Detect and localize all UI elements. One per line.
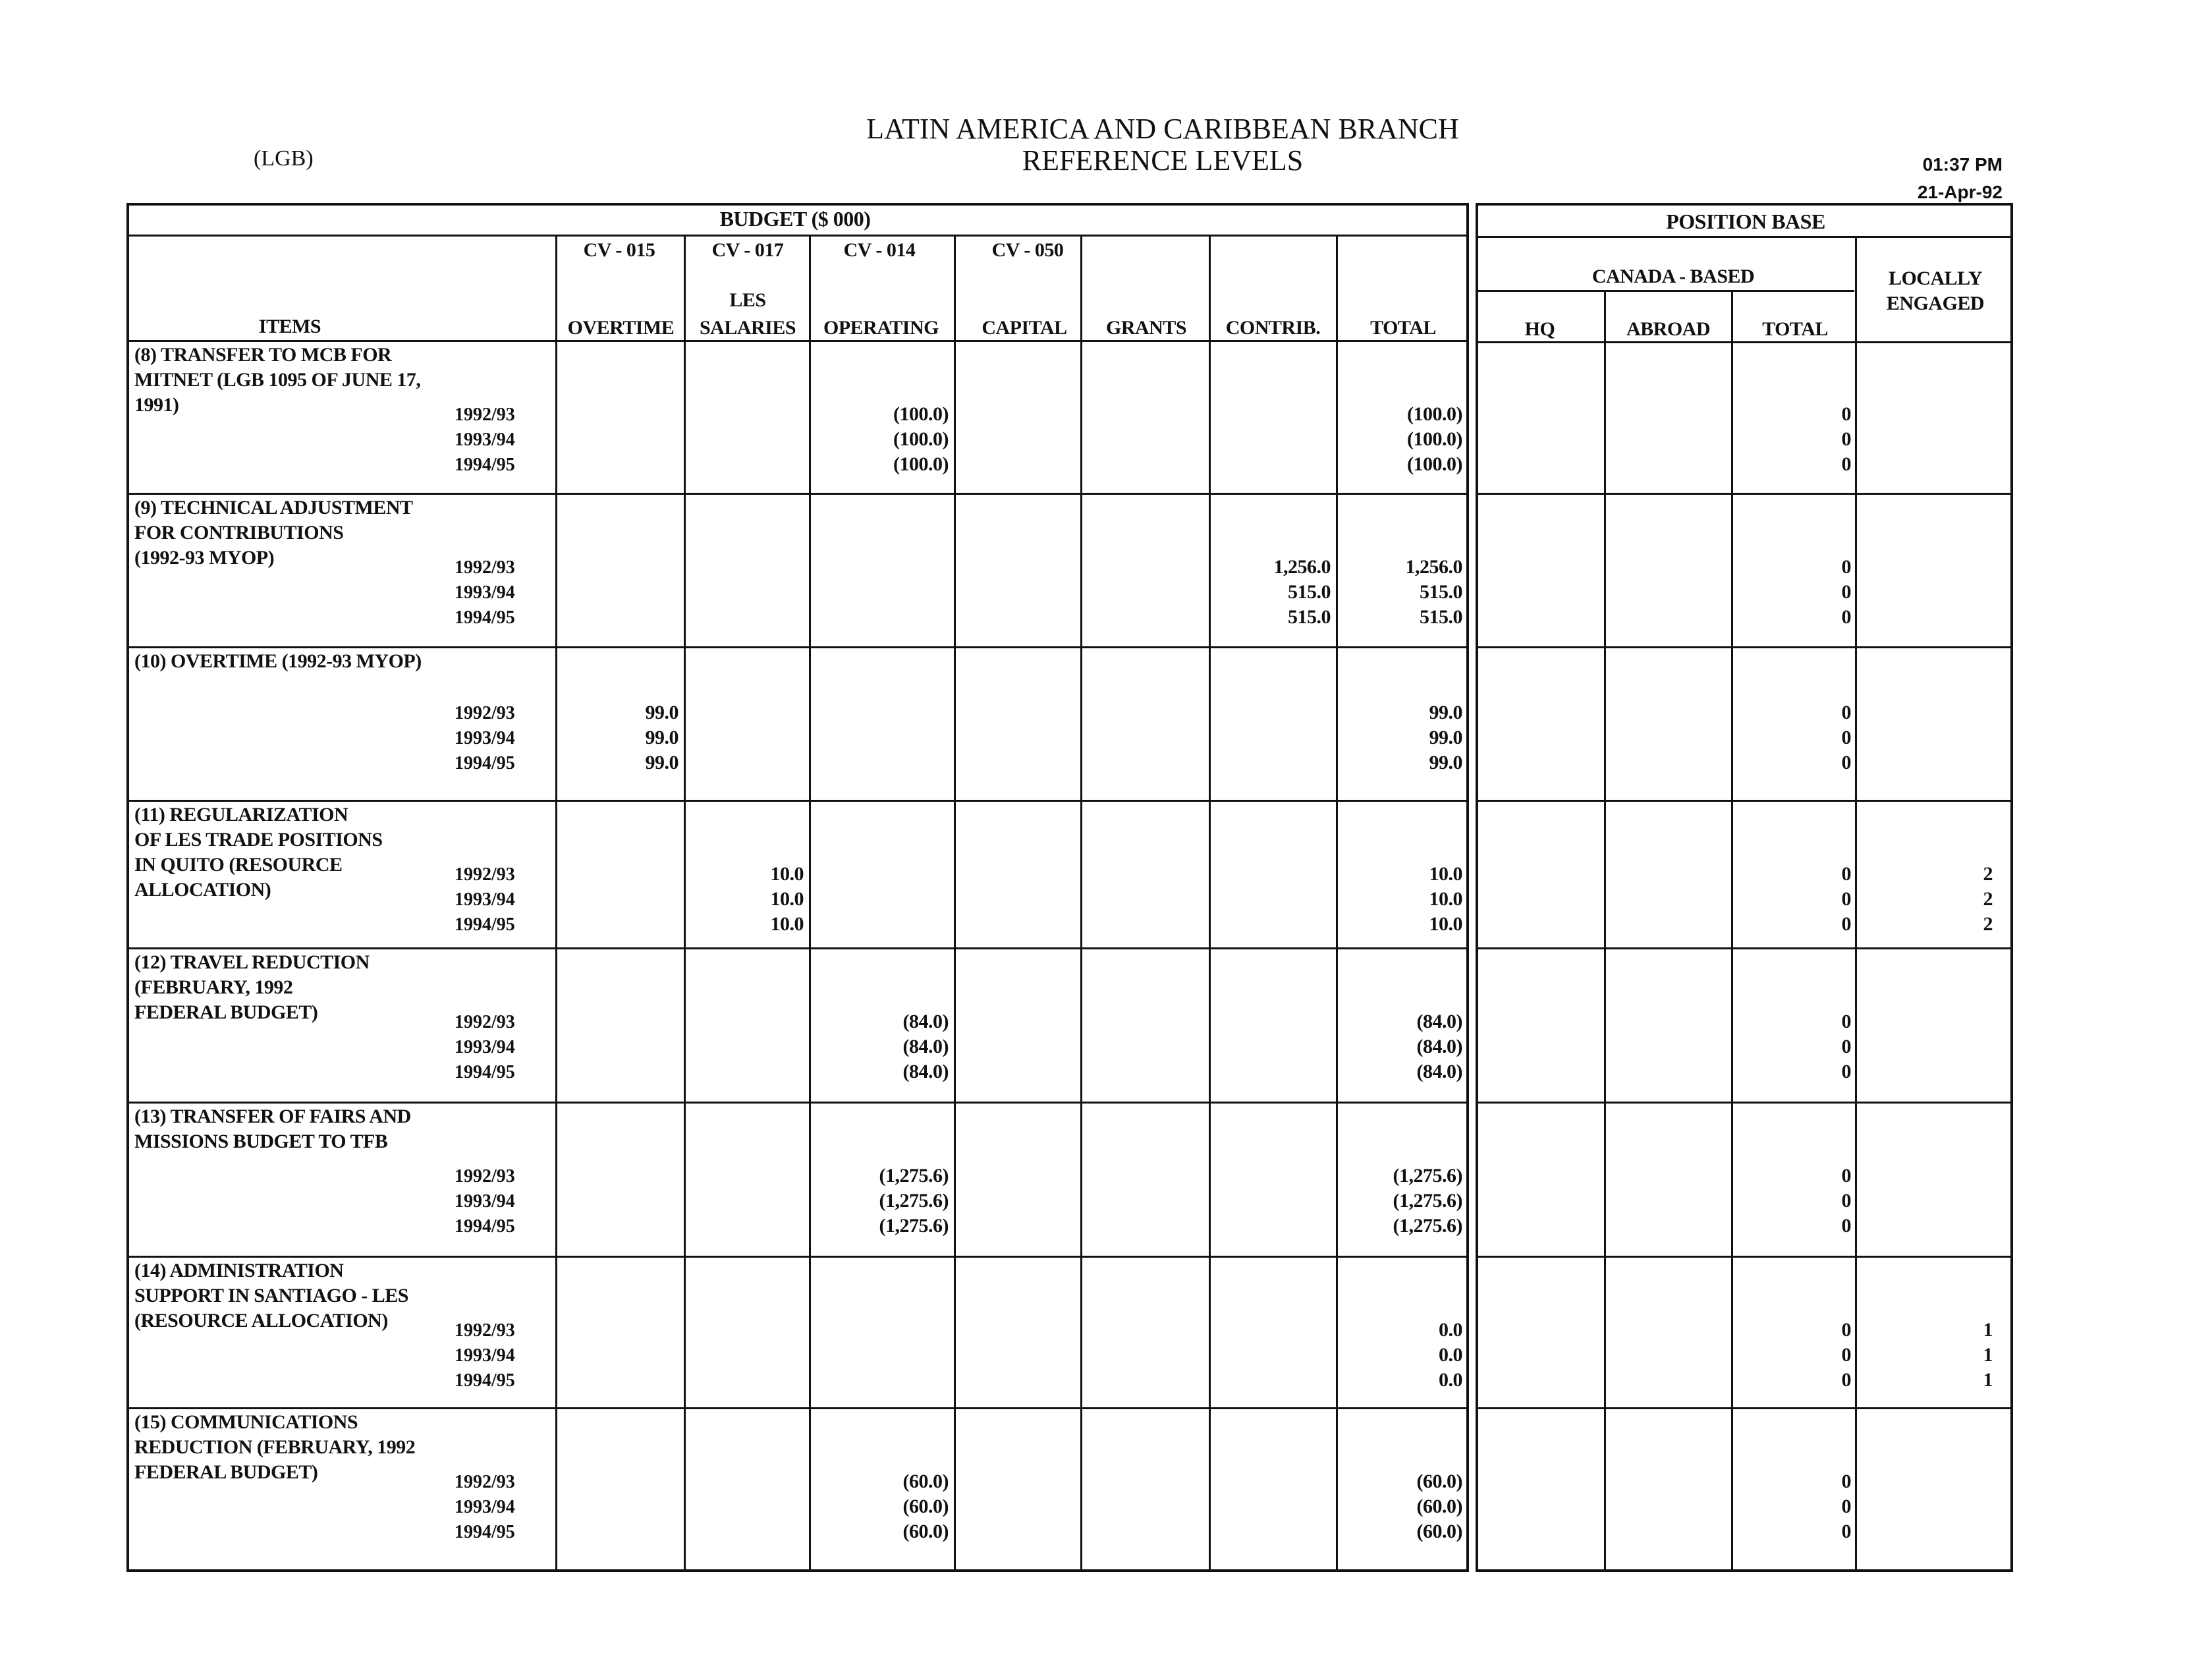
operating-cell: (60.0) (902, 1496, 949, 1517)
contrib-cell: 515.0 (1288, 606, 1331, 628)
year-label: 1993/94 (455, 1191, 515, 1212)
year-label: 1993/94 (455, 1497, 515, 1517)
col-capital: CAPITAL (982, 317, 1067, 339)
operating-cell: (1,275.6) (879, 1190, 949, 1212)
contrib-cell: 515.0 (1288, 581, 1331, 603)
canada-based-header: CANADA - BASED (1591, 266, 1755, 287)
pos_total-cell: 0 (1841, 863, 1851, 885)
pos_total-cell: 0 (1841, 581, 1851, 603)
salaries-cell: 10.0 (770, 888, 804, 910)
col-divider (954, 235, 956, 1569)
item-label: (14) ADMINISTRATION SUPPORT IN SANTIAGO - LES (RESOURCE ALLOCATION) (134, 1260, 408, 1331)
total-cell: (84.0) (1416, 1011, 1462, 1032)
row-rule (126, 947, 1469, 949)
row-rule (1476, 646, 2013, 648)
total-cell: 10.0 (1429, 888, 1462, 910)
salaries-cell: 10.0 (770, 863, 804, 885)
col-salaries: SALARIES (699, 317, 796, 339)
print-date: 21-Apr-92 (1917, 182, 2003, 202)
col-total: TOTAL (1370, 317, 1436, 339)
col-operating: OPERATING (823, 317, 939, 339)
total-cell: 1,256.0 (1405, 556, 1462, 578)
row-rule (126, 1102, 1469, 1104)
year-label: 1994/95 (455, 1062, 515, 1082)
pos_total-cell: 0 (1841, 556, 1851, 578)
col-overtime: OVERTIME (567, 317, 675, 339)
total-cell: 515.0 (1420, 581, 1462, 603)
operating-cell: (100.0) (893, 428, 949, 450)
total-cell: 99.0 (1429, 702, 1462, 723)
total-cell: (60.0) (1416, 1496, 1462, 1517)
operating-cell: (100.0) (893, 403, 949, 425)
pos_total-cell: 0 (1841, 1470, 1851, 1492)
contrib-cell: 1,256.0 (1273, 556, 1331, 578)
year-label: 1994/95 (455, 753, 515, 773)
item-label: (9) TECHNICAL ADJUSTMENT FOR CONTRIBUTIONS (1992-93 MYOP) (134, 497, 413, 569)
year-label: 1994/95 (455, 1216, 515, 1237)
total-cell: (100.0) (1407, 428, 1462, 450)
row-rule (1476, 1102, 2013, 1104)
pos_total-cell: 0 (1841, 453, 1851, 475)
pos_total-cell: 0 (1841, 1036, 1851, 1057)
item-label: (11) REGULARIZATION OF LES TRADE POSITIONS IN QUITO (RESOURCE ALLOCATION) (134, 804, 383, 901)
total-cell: (100.0) (1407, 453, 1462, 475)
position-group-rule (1476, 236, 2013, 238)
operating-cell: (84.0) (902, 1011, 949, 1032)
locally-cell: 1 (1983, 1344, 1993, 1366)
year-label: 1993/94 (455, 728, 515, 748)
row-rule (126, 1256, 1469, 1258)
canada-based-rule (1476, 290, 1854, 292)
total-cell: (100.0) (1407, 403, 1462, 425)
pos_total-cell: 0 (1841, 1190, 1851, 1212)
pos_total-cell: 0 (1841, 1521, 1851, 1542)
operating-cell: (1,275.6) (879, 1215, 949, 1237)
item-label: (12) TRAVEL REDUCTION (FEBRUARY, 1992 FEDERAL BUDGET) (134, 951, 370, 1023)
position-header-rule (1476, 341, 2013, 343)
items-header: ITEMS (258, 316, 321, 337)
locally-cell: 1 (1983, 1369, 1993, 1391)
year-label: 1993/94 (455, 1345, 515, 1366)
pos_total-cell: 0 (1841, 1011, 1851, 1032)
locally-cell: 1 (1983, 1319, 1993, 1341)
year-label: 1992/93 (455, 1472, 515, 1492)
print-time: 01:37 PM (1922, 154, 2003, 175)
year-label: 1993/94 (455, 1037, 515, 1057)
total-cell: (84.0) (1416, 1036, 1462, 1057)
locally-cell: 2 (1983, 913, 1993, 935)
total-cell: (84.0) (1416, 1061, 1462, 1082)
year-label: 1992/93 (455, 1320, 515, 1341)
year-label: 1994/95 (455, 455, 515, 475)
operating-cell: (84.0) (902, 1036, 949, 1057)
overtime-cell: 99.0 (645, 702, 678, 723)
year-label: 1993/94 (455, 430, 515, 450)
overtime-cell: 99.0 (645, 727, 678, 748)
year-label: 1992/93 (455, 1166, 515, 1187)
code-cv017: CV - 017 (711, 239, 784, 261)
col-divider (555, 235, 557, 1569)
pos_total-cell: 0 (1841, 727, 1851, 748)
year-label: 1994/95 (455, 607, 515, 628)
total-cell: (1,275.6) (1393, 1215, 1462, 1237)
year-label: 1993/94 (455, 582, 515, 603)
col-divider (1855, 236, 1857, 1569)
pos_total-cell: 0 (1841, 1319, 1851, 1341)
year-label: 1992/93 (455, 405, 515, 425)
col-grants: GRANTS (1105, 317, 1187, 339)
total-cell: 0.0 (1439, 1319, 1462, 1341)
salaries-cell: 10.0 (770, 913, 804, 935)
year-label: 1992/93 (455, 864, 515, 885)
locally-cell: 2 (1983, 863, 1993, 885)
operating-cell: (84.0) (902, 1061, 949, 1082)
code-cv014: CV - 014 (843, 239, 916, 261)
branch-code: (LGB) (254, 146, 314, 171)
pos_total-cell: 0 (1841, 702, 1851, 723)
row-rule (1476, 1256, 2013, 1258)
pos_total-cell: 0 (1841, 1369, 1851, 1391)
page-subtitle: REFERENCE LEVELS (1022, 144, 1304, 177)
pos_total-cell: 0 (1841, 1061, 1851, 1082)
code-cv050: CV - 050 (991, 239, 1064, 261)
col-locally-engaged: LOCALLY ENGAGED (1886, 267, 1985, 314)
year-label: 1994/95 (455, 1370, 515, 1391)
row-rule (1476, 947, 2013, 949)
item-label: (13) TRANSFER OF FAIRS AND MISSIONS BUDGET TO TFB (134, 1106, 411, 1152)
row-rule (126, 493, 1469, 495)
item-label: (15) COMMUNICATIONS REDUCTION (FEBRUARY, 1992 FEDERAL BUDGET) (134, 1411, 416, 1483)
row-rule (126, 646, 1469, 648)
operating-cell: (100.0) (893, 453, 949, 475)
row-rule (1476, 800, 2013, 802)
locally-cell: 2 (1983, 888, 1993, 910)
year-label: 1993/94 (455, 889, 515, 910)
page-title: LATIN AMERICA AND CARIBBEAN BRANCH (866, 113, 1459, 145)
pos_total-cell: 0 (1841, 913, 1851, 935)
col-hq: HQ (1524, 318, 1555, 340)
pos_total-cell: 0 (1841, 888, 1851, 910)
pos_total-cell: 0 (1841, 428, 1851, 450)
year-label: 1992/93 (455, 703, 515, 723)
code-cv015: CV - 015 (583, 239, 655, 261)
overtime-cell: 99.0 (645, 752, 678, 773)
col-contrib: CONTRIB. (1225, 317, 1321, 339)
total-cell: 0.0 (1439, 1344, 1462, 1366)
pos_total-cell: 0 (1841, 606, 1851, 628)
row-rule (1476, 493, 2013, 495)
pos_total-cell: 0 (1841, 752, 1851, 773)
year-label: 1992/93 (455, 1012, 515, 1032)
total-cell: (1,275.6) (1393, 1165, 1462, 1187)
year-label: 1992/93 (455, 557, 515, 578)
operating-cell: (1,275.6) (879, 1165, 949, 1187)
col-divider (1604, 290, 1606, 1569)
operating-cell: (60.0) (902, 1521, 949, 1542)
pos_total-cell: 0 (1841, 1496, 1851, 1517)
budget-group-rule (126, 235, 1469, 237)
pos_total-cell: 0 (1841, 1165, 1851, 1187)
col-pos-total: TOTAL (1762, 318, 1828, 340)
operating-cell: (60.0) (902, 1470, 949, 1492)
total-cell: 0.0 (1439, 1369, 1462, 1391)
total-cell: 99.0 (1429, 727, 1462, 748)
budget-group-header: BUDGET ($ 000) (719, 207, 871, 231)
header-rule (126, 340, 1469, 342)
total-cell: 10.0 (1429, 863, 1462, 885)
row-rule (1476, 1407, 2013, 1409)
row-rule (126, 800, 1469, 802)
col-divider (1209, 235, 1211, 1569)
total-cell: 515.0 (1420, 606, 1462, 628)
total-cell: 99.0 (1429, 752, 1462, 773)
item-label: (10) OVERTIME (1992-93 MYOP) (134, 650, 422, 672)
position-base-header: POSITION BASE (1666, 210, 1825, 233)
year-label: 1994/95 (455, 914, 515, 935)
total-cell: (60.0) (1416, 1521, 1462, 1542)
pos_total-cell: 0 (1841, 403, 1851, 425)
total-cell: 10.0 (1429, 913, 1462, 935)
pos_total-cell: 0 (1841, 1215, 1851, 1237)
pos_total-cell: 0 (1841, 1344, 1851, 1366)
total-cell: (60.0) (1416, 1470, 1462, 1492)
col-divider (1080, 235, 1082, 1569)
col-abroad: ABROAD (1626, 318, 1710, 340)
row-rule (126, 1407, 1469, 1409)
les-header: LES (729, 289, 766, 311)
year-label: 1994/95 (455, 1522, 515, 1542)
total-cell: (1,275.6) (1393, 1190, 1462, 1212)
item-label: (8) TRANSFER TO MCB FOR MITNET (LGB 1095 OF JUNE 17, 1991) (134, 344, 421, 416)
